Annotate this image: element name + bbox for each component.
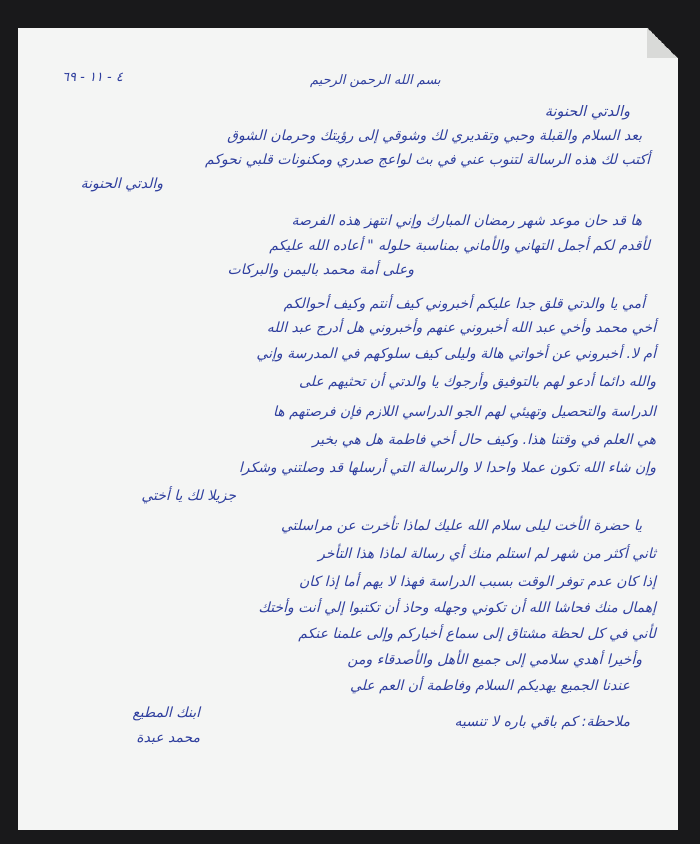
text-line: إذا كان عدم توفر الوقت بسبب الدراسة فهذا لا يهم أما إذا كان [298, 574, 656, 590]
text-line: بعد السلام والقبلة وحبي وتقديري لك وشوقي إلى رؤيتك وحرمان الشوق [227, 128, 642, 144]
letter-date: ٤ - ١١ - ٦٩ [62, 70, 123, 85]
text-line: جزيلا لك يا أختي [141, 488, 236, 504]
closing-phrase: ابنك المطيع [132, 705, 200, 721]
text-line: أم لا. أخبروني عن أخواتي هالة وليلى كيف سلوكهم في المدرسة وإني [256, 346, 656, 362]
text-line: لأقدم لكم أجمل التهاني والأماني بمناسبة حلوله " أعاده الله عليكم [269, 238, 650, 254]
text-line: الدراسة والتحصيل وتهيئي لهم الجو الدراسي اللازم فإن فرصتهم ها [273, 404, 656, 420]
text-line: هي العلم في وقتنا هذا. وكيف حال أخي فاطمة هل هي بخير [312, 432, 656, 448]
text-line: وإن شاء الله تكون عملا واحدا لا والرسالة التي أرسلها قد وصلتني وشكرا [238, 460, 656, 476]
basmala-heading: بسم الله الرحمن الرحيم [310, 73, 441, 88]
text-line: لأني في كل لحظة مشتاق إلى سماع أخباركم وإلى علمنا عنكم [298, 626, 656, 642]
text-line: وعلى أمة محمد باليمن والبركات [227, 262, 414, 278]
text-line: والله دائما أدعو لهم بالتوفيق وأرجوك يا والدتي أن تحثيهم على [299, 374, 656, 390]
text-line: والدتي الحنونة [80, 176, 163, 192]
text-line: أمي يا والدتي قلق جدا عليكم أخبروني كيف أنتم وكيف أحوالكم [283, 296, 645, 312]
text-line: وأخيرا أهدي سلامي إلى جميع الأهل والأصدقاء ومن [347, 652, 642, 668]
text-line: أكتب لك هذه الرسالة لتنوب عني في بث لواعج صدري ومكنونات قلبي نحوكم [205, 152, 650, 168]
text-line: أخي محمد وأخي عبد الله أخبروني عنهم وأخبروني هل أدرج عبد الله [266, 320, 656, 336]
text-line: إهمال منك فحاشا الله أن تكوني وجهله وحاذ أن تكتبوا إلي أنت وأختك [258, 600, 656, 616]
text-line: يا حضرة الأخت ليلى سلام الله عليك لماذا تأخرت عن مراسلتي [280, 518, 642, 534]
letter-sheet [18, 28, 678, 830]
signature: محمد عبدة [136, 730, 200, 746]
text-line: ثاني أكثر من شهر لم استلم منك أي رسالة لماذا هذا التأخر [318, 546, 656, 562]
text-line: عندنا الجميع يهديكم السلام وفاطمة أن العم علي [349, 678, 630, 694]
text-line: ها قد حان موعد شهر رمضان المبارك وإني انتهز هذه الفرصة [291, 213, 642, 229]
postscript-note: ملاحظة: كم باقي باره لا تنسيه [454, 714, 630, 730]
salutation: والدتي الحنونة [544, 104, 630, 120]
folded-corner [647, 28, 678, 58]
